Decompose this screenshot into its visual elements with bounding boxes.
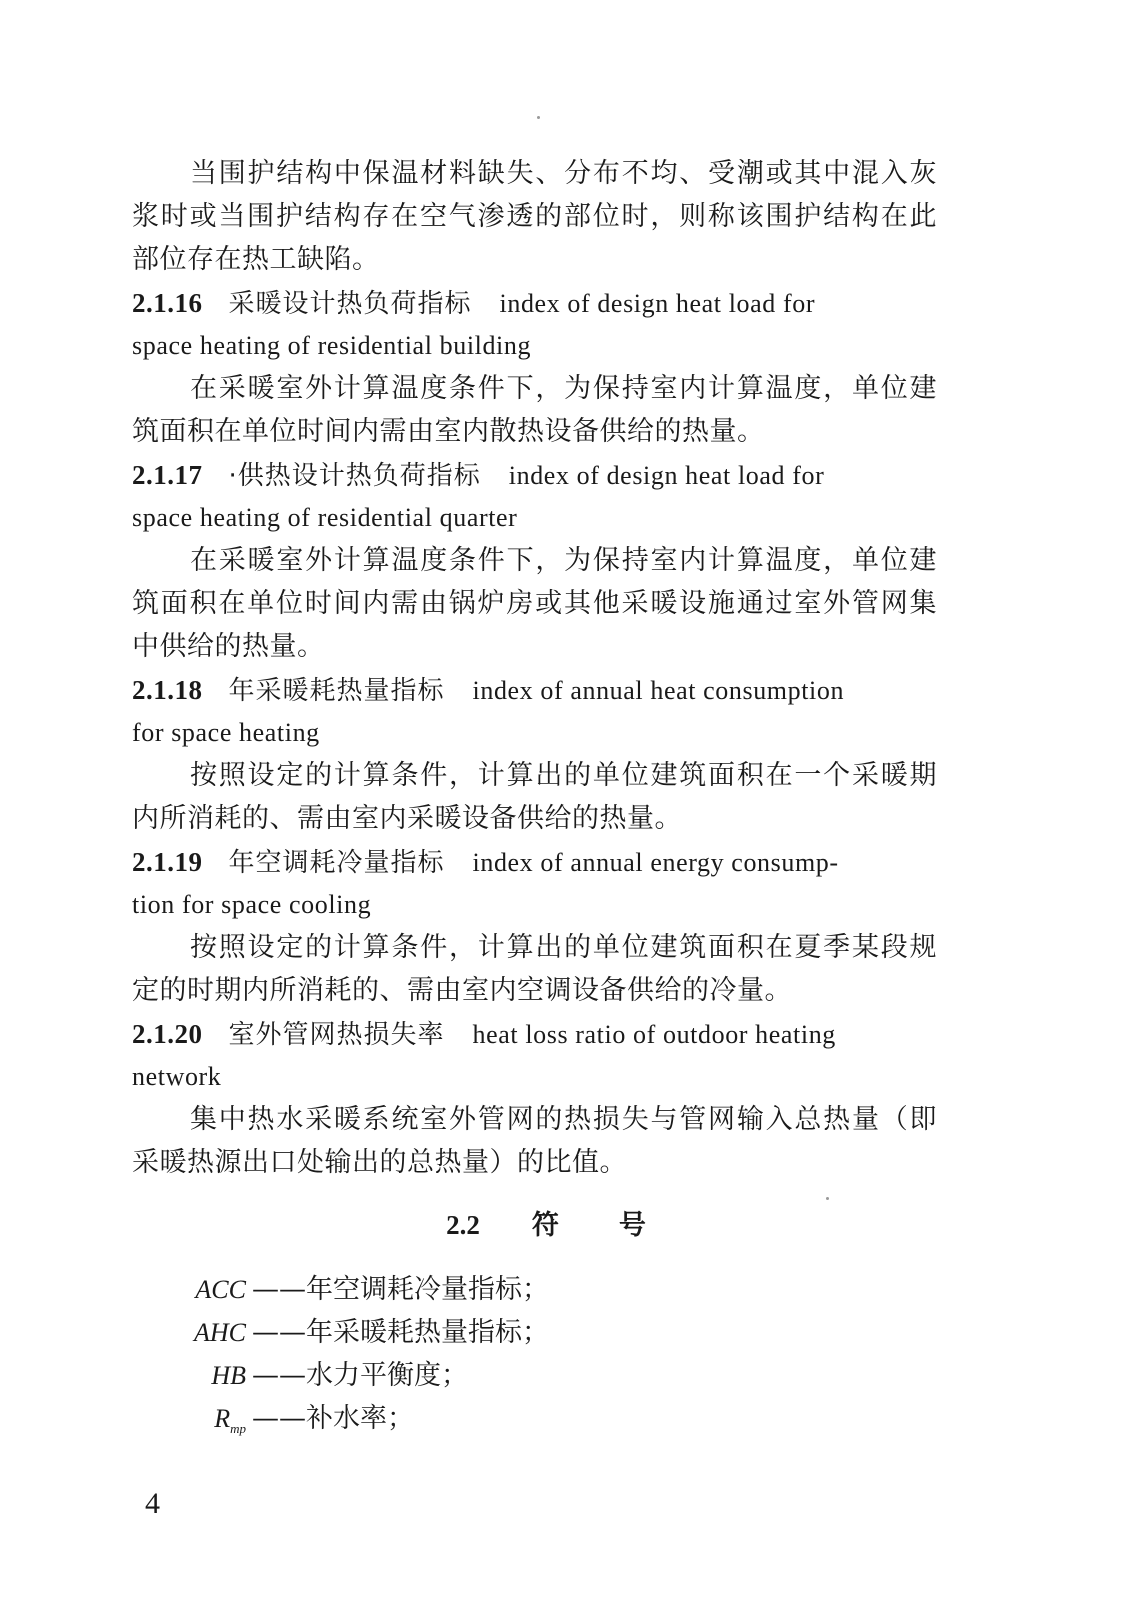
section-number: 2.2 bbox=[446, 1210, 480, 1240]
definition-line: 集中热水采暖系统室外管网的热损失与管网输入总热量（即 bbox=[190, 1104, 937, 1135]
term-english-continuation: space heating of residential building bbox=[132, 331, 532, 360]
term-english-continuation: network bbox=[132, 1062, 222, 1091]
scan-speck bbox=[537, 116, 540, 119]
symbol-description: ——补水率； bbox=[252, 1403, 414, 1434]
symbol-name: HB bbox=[211, 1361, 246, 1390]
term-english-name: heat loss ratio of outdoor heating bbox=[472, 1020, 836, 1049]
term-english-name: index of design heat load for bbox=[499, 289, 816, 318]
definition-line: 在采暖室外计算温度条件下，为保持室内计算温度，单位建 bbox=[190, 545, 937, 576]
symbol-subscript: mp bbox=[230, 1421, 246, 1437]
definition-line: 中供给的热量。 bbox=[132, 631, 325, 662]
definition-line: 按照设定的计算条件，计算出的单位建筑面积在一个采暖期 bbox=[190, 760, 937, 791]
term-number: 2.1.20 bbox=[132, 1019, 203, 1049]
definition-line: 内所消耗的、需由室内采暖设备供给的热量。 bbox=[132, 803, 682, 834]
term-heading bbox=[132, 673, 937, 708]
term-english-continuation: space heating of residential quarter bbox=[132, 503, 518, 532]
term-heading bbox=[132, 1017, 937, 1052]
scan-speck bbox=[826, 1197, 829, 1200]
definition-line: 定的时期内所消耗的、需由室内空调设备供给的冷量。 bbox=[132, 975, 792, 1006]
term-number: 2.1.18 bbox=[132, 675, 203, 705]
term-chinese-name: 年空调耗冷量指标 bbox=[228, 848, 445, 878]
definition-line: 在采暖室外计算温度条件下，为保持室内计算温度，单位建 bbox=[190, 373, 937, 404]
symbol-letter: R bbox=[214, 1404, 231, 1433]
term-english-continuation: tion for space cooling bbox=[132, 890, 372, 919]
term-english-name: index of annual energy consump- bbox=[472, 848, 839, 877]
paragraph-line: 浆时或当围护结构存在空气渗透的部位时，则称该围护结构在此 bbox=[132, 201, 937, 232]
symbol-name: AHC bbox=[194, 1318, 246, 1347]
page-number: 4 bbox=[145, 1487, 160, 1520]
section-title-char: 符 bbox=[531, 1210, 559, 1241]
definition-line: 采暖热源出口处输出的总热量）的比值。 bbox=[132, 1147, 627, 1178]
term-english-name: index of design heat load for bbox=[508, 461, 825, 490]
symbol-description: ——水力平衡度； bbox=[252, 1360, 468, 1391]
definition-line: 筑面积在单位时间内需由室内散热设备供给的热量。 bbox=[132, 416, 765, 447]
section-heading bbox=[0, 1208, 1122, 1243]
symbol-name: ACC bbox=[195, 1275, 246, 1304]
term-heading bbox=[132, 286, 937, 321]
term-chinese-name: ·供热设计热负荷指标 bbox=[228, 461, 481, 491]
symbol-description: ——年采暖耗热量指标； bbox=[252, 1317, 549, 1348]
term-chinese-name: 采暖设计热负荷指标 bbox=[228, 289, 472, 319]
paragraph-line: 部位存在热工缺陷。 bbox=[132, 244, 380, 275]
symbol-name bbox=[160, 1402, 246, 1446]
term-chinese-name: 年采暖耗热量指标 bbox=[228, 676, 445, 706]
section-title-char: 号 bbox=[618, 1210, 646, 1241]
definition-line: 按照设定的计算条件，计算出的单位建筑面积在夏季某段规 bbox=[190, 932, 937, 963]
definition-line: 筑面积在单位时间内需由锅炉房或其他采暖设施通过室外管网集 bbox=[132, 588, 937, 619]
term-heading bbox=[132, 458, 937, 493]
paragraph-line: 当围护结构中保温材料缺失、分布不均、受潮或其中混入灰 bbox=[190, 158, 937, 189]
term-number: 2.1.17 bbox=[132, 460, 203, 490]
term-number: 2.1.16 bbox=[132, 288, 203, 318]
term-english-continuation: for space heating bbox=[132, 718, 320, 747]
term-number: 2.1.19 bbox=[132, 847, 203, 877]
symbol-description: ——年空调耗冷量指标； bbox=[252, 1274, 549, 1305]
term-heading bbox=[132, 845, 937, 880]
term-english-name: index of annual heat consumption bbox=[472, 676, 845, 705]
term-chinese-name: 室外管网热损失率 bbox=[228, 1020, 445, 1050]
